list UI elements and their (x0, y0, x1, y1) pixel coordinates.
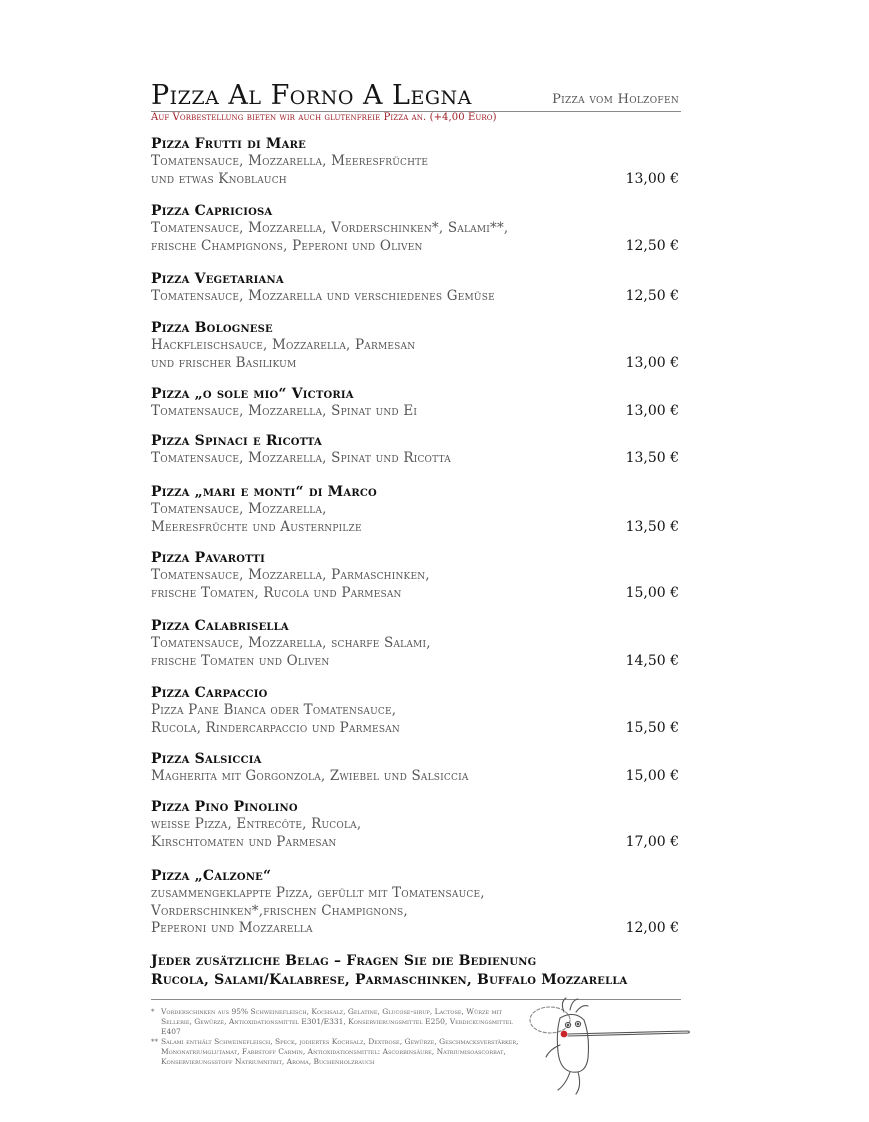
menu-item-description: Peperoni und Mozzarella (151, 920, 313, 936)
footnote-mark: ** (151, 1038, 158, 1046)
menu-item-description: Tomatensauce, Mozzarella, Spinat und Ricotta (151, 450, 451, 466)
menu-item-name: Pizza Carpaccio (151, 685, 268, 701)
gluten-free-note: Auf Vorbestellung bieten wir auch glutenfreie Pizza an. (+4,00 Euro) (151, 112, 497, 123)
menu-item (151, 685, 681, 737)
menu-item-description: frische Tomaten, Rucola und Parmesan (151, 584, 402, 601)
menu-item-name: Pizza „o sole mio“ Victoria (151, 386, 354, 402)
menu-item-description: Vorderschinken*,frischen Champignons, (151, 902, 408, 919)
footnotes (151, 1007, 523, 1067)
menu-item-name: Pizza Bolognese (151, 320, 273, 336)
menu-item-description: und frischer Basilikum (151, 354, 297, 371)
menu-item (151, 136, 681, 188)
menu-item (151, 386, 681, 421)
menu-item-price: 14,50 € (625, 652, 679, 669)
menu-item-price: 13,50 € (625, 518, 679, 535)
menu-item-price: 13,00 € (625, 403, 679, 419)
menu-item-price: 15,00 € (625, 768, 679, 784)
menu-item-price: 12,00 € (625, 920, 679, 936)
footnote-text: Salami enthält Schweinefleisch, Speck, jodiertes Kochsalz, Dextrose, Gewürze, Geschmacksverstärker, Mononatriumglutamat, Farbstoff Carmin, Antioxidationsmittel: Ascorbinsäure, Natriumisoascorbat, Konservierungsstoff Natriumnitrit, Aroma, Buchenholzrauch (161, 1037, 519, 1066)
menu-item (151, 868, 681, 938)
menu-item-price: 12,50 € (625, 288, 679, 304)
menu-header (151, 80, 681, 112)
footnote (151, 1007, 523, 1037)
menu-item-description: Hackfleischsauce, Mozzarella, Parmesan (151, 337, 416, 353)
menu-item-description: frische Champignons, Peperoni und Oliven (151, 237, 423, 254)
menu-item (151, 433, 681, 468)
menu-item (151, 751, 681, 786)
menu-item-description: Rucola, Rindercarpaccio und Parmesan (151, 719, 400, 736)
menu-item-name: Pizza Salsiccia (151, 751, 262, 767)
menu-item-description: Magherita mit Gorgonzola, Zwiebel und Salsiccia (151, 768, 469, 784)
menu-item-description: Kirschtomaten und Parmesan (151, 833, 337, 850)
menu-item-price: 15,00 € (625, 584, 679, 601)
menu-item (151, 484, 681, 536)
menu-item-description: Tomatensauce, Mozzarella, Spinat und Ei (151, 403, 418, 419)
menu-item-name: Pizza Frutti di Mare (151, 136, 306, 152)
menu-item-description: Pizza Pane Bianca oder Tomatensauce, (151, 702, 397, 718)
menu-item-description: zusammengeklappte Pizza, gefüllt mit Tomatensauce, (151, 885, 485, 901)
menu-item (151, 271, 681, 306)
menu-item-name: Pizza „Calzone“ (151, 868, 272, 884)
menu-item-description: und etwas Knoblauch (151, 170, 287, 187)
menu-item-name: Pizza „mari e monti“ di Marco (151, 484, 377, 500)
menu-item-name: Pizza Spinaci e Ricotta (151, 433, 322, 449)
menu-item (151, 320, 681, 372)
menu-item-name: Pizza Calabrisella (151, 618, 289, 634)
menu-item-description: frische Tomaten und Oliven (151, 652, 330, 669)
menu-item-description: weisse Pizza, Entrecôte, Rucola, (151, 816, 362, 832)
extra-toppings-line: Jeder zusätzliche Belag – Fragen Sie die Bedienung (151, 953, 537, 969)
menu-item-price: 12,50 € (625, 237, 679, 254)
menu-item (151, 799, 681, 851)
menu-item-description: Tomatensauce, Mozzarella, Meeresfrüchte (151, 153, 429, 169)
footnote-mark: * (151, 1008, 155, 1016)
menu-item-description: Tomatensauce, Mozzarella, Parmaschinken, (151, 567, 430, 583)
footnote (151, 1037, 523, 1067)
menu-item (151, 550, 681, 602)
pinocchio-doodle-icon (512, 990, 702, 1100)
menu-item-name: Pizza Capriciosa (151, 203, 273, 219)
menu-item (151, 203, 681, 255)
menu-item-name: Pizza Pavarotti (151, 550, 265, 566)
menu-item-price: 15,50 € (625, 719, 679, 736)
footnote-text: Vorderschinken aus 95% Schweinefleisch, Kochsalz, Gelatine, Glucose-sirup, Lactose, Würze mit Sellerie, Gewürze, Antioxidationsmittel E301/E331, Konservierungsmittel E250, Verdickungsmittel E407 (161, 1007, 513, 1036)
menu-item-name: Pizza Pino Pinolino (151, 799, 298, 815)
menu-item-price: 13,50 € (625, 450, 679, 466)
menu-item-description: Tomatensauce, Mozzarella und verschiedenes Gemüse (151, 288, 495, 304)
menu-item-description: Tomatensauce, Mozzarella, (151, 501, 327, 517)
menu-item-name: Pizza Vegetariana (151, 271, 284, 287)
extra-toppings-list: Rucola, Salami/Kalabrese, Parmaschinken, Buffalo Mozzarella (151, 972, 628, 988)
menu-item-price: 17,00 € (625, 833, 679, 850)
menu-item-description: Tomatensauce, Mozzarella, Vorderschinken*, Salami**, (151, 220, 509, 236)
page-title: Pizza Al Forno A Legna (151, 80, 472, 111)
menu-item-description: Tomatensauce, Mozzarella, scharfe Salami, (151, 635, 431, 651)
menu-item (151, 618, 681, 670)
menu-item-description: Meeresfrüchte und Austernpilze (151, 518, 362, 535)
menu-item-price: 13,00 € (625, 354, 679, 371)
extra-toppings-note (151, 952, 681, 990)
menu-item-price: 13,00 € (625, 170, 679, 187)
page-subtitle: Pizza vom Holzofen (552, 92, 679, 107)
